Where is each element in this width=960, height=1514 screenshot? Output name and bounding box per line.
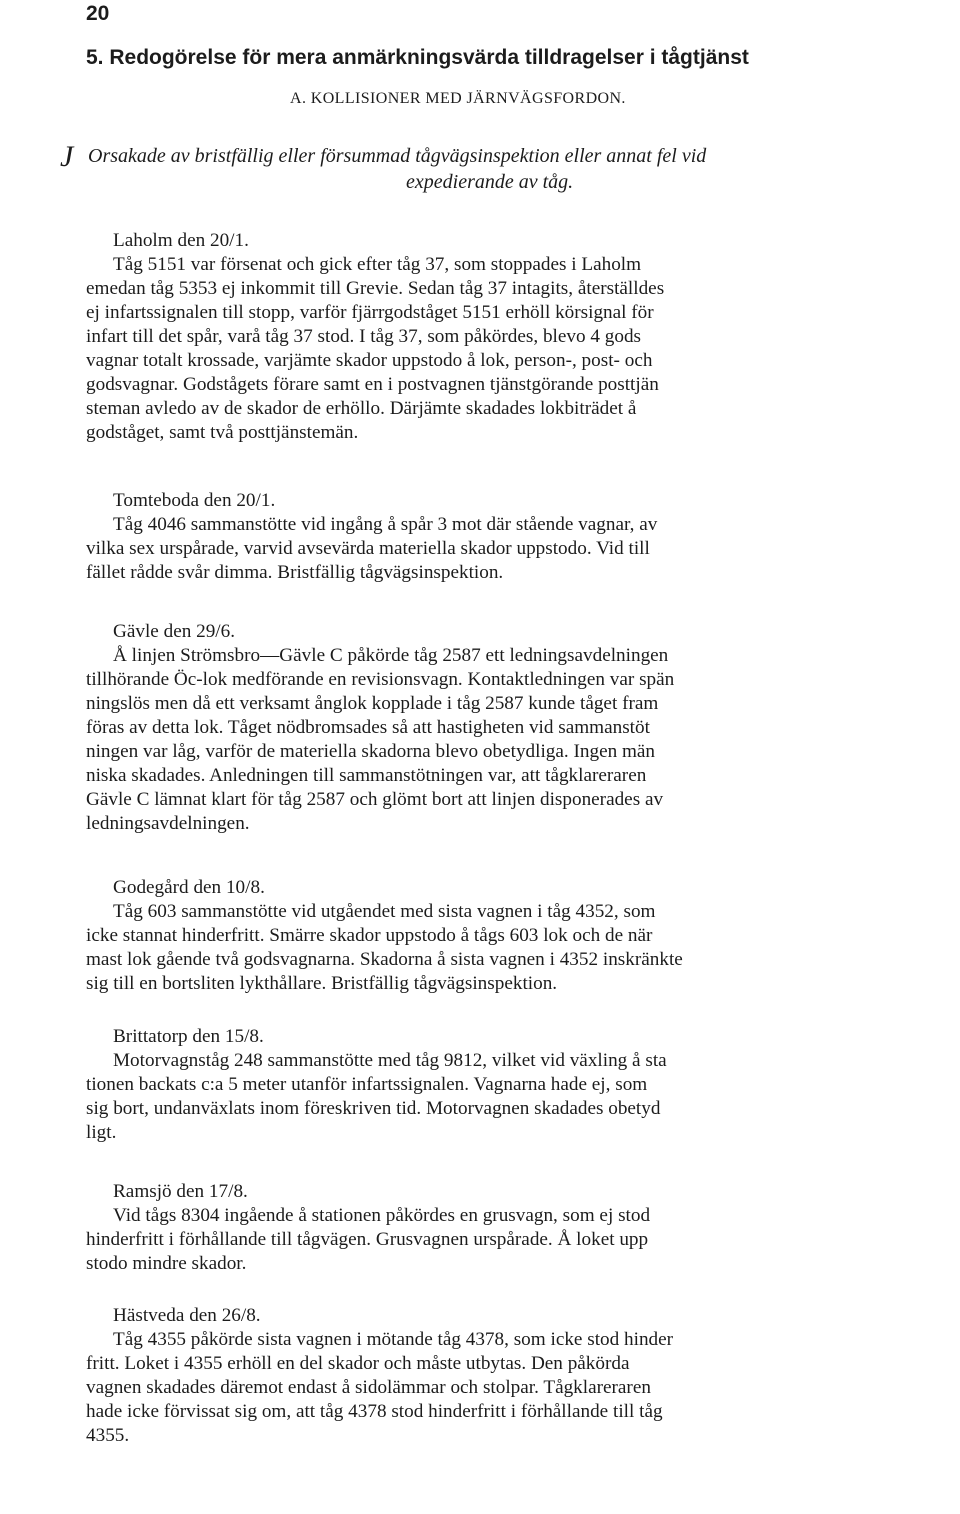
incident-place: Tomteboda den 20/1. bbox=[113, 490, 276, 511]
cause-heading-line: expedierande av tåg. bbox=[406, 171, 574, 193]
incident-place: Ramsjö den 17/8. bbox=[113, 1181, 248, 1202]
incident-text-line: vagnar totalt krossade, varjämte skador uppstodo å lok, person-, post- och bbox=[86, 350, 653, 371]
incident-text-line: Tåg 4355 påkörde sista vagnen i mötande tåg 4378, som icke stod hinder bbox=[113, 1329, 674, 1350]
incident-hastveda bbox=[86, 1304, 960, 1448]
incident-text-line: godståget, samt två posttjänstemän. bbox=[86, 422, 359, 443]
subsection-title: A. KOLLISIONER MED JÄRNVÄGSFORDON. bbox=[290, 90, 626, 107]
incident-text-line: Tåg 4046 sammanstötte vid ingång å spår 3 mot där stående vagnar, av bbox=[113, 514, 658, 535]
incident-laholm bbox=[86, 229, 960, 445]
incident-place: Brittatorp den 15/8. bbox=[113, 1026, 264, 1047]
incident-text-line: sig till en bortsliten lykthållare. Bristfällig tågvägsinspektion. bbox=[86, 973, 558, 994]
incident-text-line: fället rådde svår dimma. Bristfällig tågvägsinspektion. bbox=[86, 562, 504, 583]
incident-tomteboda bbox=[86, 489, 960, 585]
incident-text-line: icke stannat hinderfritt. Smärre skador uppstodo å tågs 603 lok och de när bbox=[86, 925, 653, 946]
incident-text-line: mast lok gående två godsvagnarna. Skadorna å sista vagnen i 4352 inskränkte bbox=[86, 949, 683, 970]
incident-text-line: tillhörande Öc-lok medförande en revisionsvagn. Kontaktledningen var spän bbox=[86, 669, 675, 690]
incident-text-line: stodo mindre skador. bbox=[86, 1253, 247, 1274]
cause-heading bbox=[88, 143, 960, 195]
incident-text-line: ningslös men då ett verksamt ånglok kopplade i tåg 2587 kunde tåget fram bbox=[86, 693, 659, 714]
incident-place: Godegård den 10/8. bbox=[113, 877, 265, 898]
incident-text-line: vagnen skadades däremot endast å sidolämmar och stolpar. Tågklareraren bbox=[86, 1377, 651, 1398]
incident-text-line: niska skadades. Anledningen till sammanstötningen var, att tågklareraren bbox=[86, 765, 647, 786]
incident-place: Gävle den 29/6. bbox=[113, 621, 236, 642]
incident-text-line: Vid tågs 8304 ingående å stationen påkördes en grusvagn, som ej stod bbox=[113, 1205, 651, 1226]
incident-text-line: fritt. Loket i 4355 erhöll en del skador och måste utbytas. Den påkörda bbox=[86, 1353, 630, 1374]
margin-mark: J bbox=[60, 140, 74, 173]
incident-text-line: Å linjen Strömsbro—Gävle C påkörde tåg 2587 ett ledningsavdelningen bbox=[113, 645, 669, 666]
incident-text-line: vilka sex urspårade, varvid avsevärda materiella skador uppstodo. Vid till bbox=[86, 538, 650, 559]
cause-heading-line: Orsakade av bristfällig eller försummad tågvägsinspektion eller annat fel vid bbox=[88, 145, 707, 167]
incident-text-line: hinderfritt i förhållande till tågvägen. Grusvagnen urspårade. Å loket upp bbox=[86, 1229, 649, 1250]
incident-text-line: infart till det spår, varå tåg 37 stod. I tåg 37, som påkördes, blevo 4 gods bbox=[86, 326, 642, 347]
incident-text-line: Gävle C lämnat klart för tåg 2587 och glömt bort att linjen disponerades av bbox=[86, 789, 664, 810]
incident-text-line: steman avledo av de skador de erhöllo. Därjämte skadades lokbiträdet å bbox=[86, 398, 637, 419]
incident-godegard bbox=[86, 876, 960, 996]
incident-place: Laholm den 20/1. bbox=[113, 230, 249, 251]
incident-text-line: Tåg 5151 var försenat och gick efter tåg 37, som stoppades i Laholm bbox=[113, 254, 642, 275]
incident-place: Hästveda den 26/8. bbox=[113, 1305, 261, 1326]
incident-text-line: ligt. bbox=[86, 1122, 117, 1143]
incident-text-line: godsvagnar. Godstågets förare samt en i postvagnen tjänstgörande posttjän bbox=[86, 374, 659, 395]
page-number: 20 bbox=[86, 2, 110, 25]
incident-text-line: tionen backats c:a 5 meter utanför infartssignalen. Vagnarna hade ej, som bbox=[86, 1074, 648, 1095]
incident-text-line: ej infartssignalen till stopp, varför fjärrgodståget 5151 erhöll körsignal för bbox=[86, 302, 654, 323]
incident-ramsjo bbox=[86, 1180, 960, 1276]
incident-text-line: hade icke förvissat sig om, att tåg 4378 stod hinderfritt i förhållande till tåg bbox=[86, 1401, 663, 1422]
incident-text-line: Motorvagnståg 248 sammanstötte med tåg 9812, vilket vid växling å sta bbox=[113, 1050, 667, 1071]
incident-text-line: ningen var låg, varför de materiella skadorna blevo obetydliga. Ingen män bbox=[86, 741, 656, 762]
incident-text-line: sig bort, undanväxlats inom föreskriven tid. Motorvagnen skadades obetyd bbox=[86, 1098, 661, 1119]
incident-brittatorp bbox=[86, 1025, 960, 1145]
incident-text-line: 4355. bbox=[86, 1425, 130, 1446]
incident-text-line: föras av detta lok. Tåget nödbromsades så att hastigheten vid sammanstöt bbox=[86, 717, 650, 738]
incident-text-line: ledningsavdelningen. bbox=[86, 813, 250, 834]
incident-gavle bbox=[86, 620, 960, 836]
incident-text-line: emedan tåg 5353 ej inkommit till Grevie. Sedan tåg 37 intagits, återställdes bbox=[86, 278, 665, 299]
section-title: 5. Redogörelse för mera anmärkningsvärda tilldragelser i tågtjänst bbox=[86, 46, 749, 69]
incident-text-line: Tåg 603 sammanstötte vid utgåendet med sista vagnen i tåg 4352, som bbox=[113, 901, 656, 922]
